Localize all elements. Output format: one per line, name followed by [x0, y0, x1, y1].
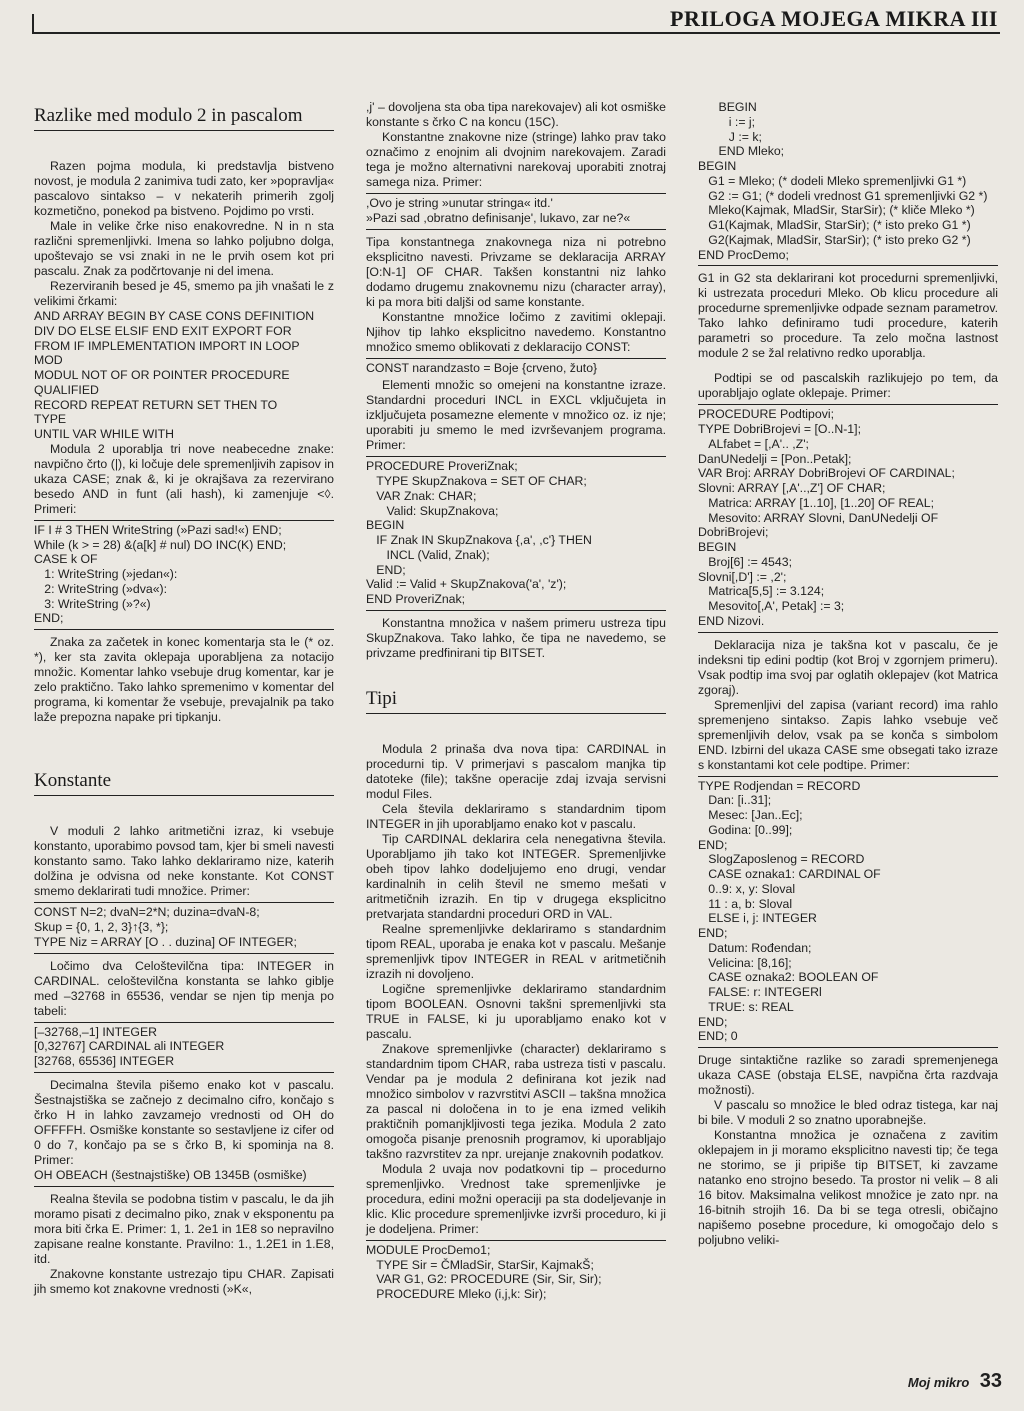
paragraph: Modula 2 prinaša dva nova tipa: CARDINAL in procedurni tip. V primerjavi s pascalom manjka tip datoteke (file); takšne operacije zdaj izvaja servisni modul Files.	[366, 741, 666, 801]
paragraph: Spremenljivi del zapisa (variant record) ima rahlo spremenjeno sintakso. Zapis lahko vsebuje več spremenljivih delov, vsak pa se konča s simbolom END. Izbirni del ukaza CASE sme obsegati tako izraze s konstantami kot cele podtipe. Primer:	[698, 697, 998, 772]
paragraph: Konstantna množica je označena z zavitim oklepajem in ji moramo eksplicitno navesti tip; če tega ne storimo, se ji pripiše tip BITSET, ki zavzame natanko eno strojno besedo. Ta prostor ni velik – 8 ali 16 bitov. Maksimalna velikost množice je zato npr. na 16-bitnih strojih 16. Da bi se tega otresli, običajno napišemo posebne procedure, ki omogočajo delo s poljubno veliki-	[698, 1128, 998, 1247]
divider	[698, 632, 998, 635]
paragraph: ,j' – dovoljena sta oba tipa narekovajev) ali kot osmiške konstante s črko C na koncu (15C).	[366, 100, 666, 129]
section-heading-razlike: Razlike med modulo 2 in pascalom	[34, 104, 334, 131]
divider	[34, 629, 334, 632]
paragraph: Realne spremenljivke deklariramo s standardnim tipom REAL, uporaba je enaka kot v pascalu. Mešanje spremenljivk tipov INTEGER in REAL v aritmetičnih izrazih ni dovoljeno.	[366, 921, 666, 981]
paragraph: Logične spremenljivke deklariramo standardnim tipom BOOLEAN. Osnovni takšni spremenljivki sta TRUE in FALSE, ki ju uporabljamo enako kot v pascalu.	[366, 981, 666, 1041]
column-1	[34, 100, 334, 1297]
code-example: MODULE ProcDemo1; TYPE Sir = ČMladSir, StarSir, KajmakŠ; VAR G1, G2: PROCEDURE (Sir, Sir, Sir); PROCEDURE Mleko (i,j,k: Sir);	[366, 1240, 666, 1302]
header-rule-left	[32, 14, 34, 34]
paragraph: G1 in G2 sta deklarirani kot procedurni spremenljivki, ki ustrezata proceduri Mleko. Ob klicu procedure ali procedurne spremenljivke odpade seznam parametrov. Tako lahko definiramo tudi procedure, katerih parametri so procedure. Ta zelo močna lastnost module 2 se žal relativno redko uporablja.	[698, 271, 998, 361]
paragraph: Znaka za začetek in konec komentarja sta le (* oz. *), ker sta zavita oklepaja uporabljena za notacijo množic. Komentar lahko vsebuje drug komentar, kar je zelo praktično. Tako lahko spremenimo v komentar del programa, ki komentar že vsebuje, prevajalnik pa tako laže prepozna napake pri tipkanju.	[34, 635, 334, 725]
section-heading-tipi: Tipi	[366, 687, 666, 714]
reserved-words-list: AND ARRAY BEGIN BY CASE CONS DEFINITION DIV DO ELSE ELSIF END EXIT EXPORT FOR FROM IF IMPLEMENTATION IMPORT IN LOOP MOD MODUL NOT OF OR POINTER PROCEDURE QUALIFIED RECORD REPEAT RETURN SET THEN TO TYPE UNTIL VAR WHILE WITH	[34, 309, 315, 442]
paragraph: Podtipi se od pascalskih razlikujejo po tem, da uporabljajo oglate oklepaje. Primer:	[698, 371, 998, 401]
paragraph: Realna števila se podobna tistim v pascalu, le da jih moramo pisati z decimalno piko, znak v eksponentu pa mora biti črka E. Primer: 1, 1. 2e1 in 1E8 so nepravilno zapisane realne konstante. Pravilno: 1., 1.2E1 in 1.E8, itd.	[34, 1191, 334, 1266]
paragraph: Modula 2 uvaja nov podatkovni tip – procedurno spremenljivko. Vrednost take spremenljivke je procedura, edini možni operaciji pa sta dodeljevanje in klic. Klic procedure spremenljivke izvrši proceduro, ki ji je dodeljena. Primer:	[366, 1161, 666, 1236]
paragraph: Deklaracija niza je takšna kot v pascalu, če je indeksni tip edini podtip (kot Broj v zgornjem primeru). Vsak podtip ima svoj par oglatih oklepajev (kot Matrica zgoraj).	[698, 637, 998, 697]
paragraph: Konstantna množica v našem primeru ustreza tipu SkupZnakova. Tako lahko, če tipa ne navedemo, se privzame predfinirani tip BITSET.	[366, 615, 666, 660]
code-example: CONST narandzasto = Boje {crveno, žuto}	[366, 358, 666, 376]
paragraph: Konstantne množice ločimo z zavitimi oklepaji. Njihov tip lahko eksplicitno navedemo. Konstantno množico smemo oblikovati z deklaracijo CONST:	[366, 309, 666, 354]
paragraph: Tip CARDINAL deklarira cela nenegativna števila. Uporabljamo jih tako kot INTEGER. Spremenljivke obeh tipov lahko dodeljujemo eno drugi, vendar kardinalnih in celih števil ne smemo mešati v aritmetičnih izrazih. En tip v drugega eksplicitno pretvarjata standardni proceduri ORD in VAL.	[366, 831, 666, 921]
column-2	[366, 100, 666, 1305]
paragraph: Modula 2 uporablja tri nove neabecedne znake: navpično črto (|), ki ločuje dele spremenljivih zapisov in ukaza CASE; znak &, ki je okrajšava za rezervirano besedo AND in funt (ali hash), ki zamenjuje <◊. Primeri:	[34, 441, 334, 516]
code-example: IF I # 3 THEN WriteString (»Pazi sad!«) END; While (k > = 28) &(a[k] # nul) DO INC(K) END; CASE k OF 1: WriteString (»jedan«): 2: WriteString (»dva«): 3: WriteString (»?«) END;	[34, 520, 334, 626]
paragraph: Rezerviranih besed je 45, smemo pa jih vnašati le z velikimi črkami:	[34, 279, 334, 309]
code-example: PROCEDURE ProveriZnak; TYPE SkupZnakova = SET OF CHAR; VAR Znak: CHAR; Valid: SkupZnakova; BEGIN IF Znak IN SkupZnakova {,a', ,c'} THEN INCL (Valid, Znak); END; Valid := Valid + SkupZnakova('a', 'z'); END ProveriZnak;	[366, 456, 666, 607]
header-rule	[32, 32, 1000, 34]
running-header: PRILOGA MOJEGA MIKRA III	[664, 6, 998, 32]
paragraph: Ločimo dva Celoštevilčna tipa: INTEGER in CARDINAL. celoštevilčna konstanta se lahko giblje med –32768 in 65536, vendar se njen tip menja po tabeli:	[34, 958, 334, 1018]
magazine-name: Moj mikro	[907, 1375, 970, 1390]
paragraph: V moduli 2 lahko aritmetični izraz, ki vsebuje konstanto, uporabimo povsod tam, kjer bi smeli navesti konstanto samo. Tako lahko deklariramo nize, katerih dolžina je odvisna od neke konstante. Kot CONST smemo deklarirati tudi množice. Primer:	[34, 824, 334, 899]
paragraph: Tipa konstantnega znakovnega niza ni potrebno eksplicitno navesti. Privzame se deklaracija ARRAY [O:N-1] OF CHAR. Takšen konstantni niz lahko dodamo drugemu znakovnemu nizu (character array), ki pa mora biti daljši od same konstante.	[366, 234, 666, 309]
code-example: CONST N=2; dvaN=2*N; duzina=dvaN-8; Skup = {0, 1, 2, 3}↑{3, *}; TYPE Niz = ARRAY [O . . duzina] OF INTEGER;	[34, 902, 334, 949]
divider	[698, 265, 998, 268]
divider	[366, 229, 666, 232]
divider	[698, 1047, 998, 1050]
paragraph: Znakovne konstante ustrezajo tipu CHAR. Zapisati jih smemo kot znakovne vrednosti (»K«,	[34, 1266, 334, 1296]
code-example: ,Ovo je string »unutar stringa« itd.' »Pazi sad ,obratno definisanje', lukavo, zar ne?«	[366, 193, 666, 226]
paragraph: Druge sintaktične razlike so zaradi spremenjenega ukaza CASE (obstaja ELSE, navpična črta razdvaja možnosti).	[698, 1053, 998, 1097]
paragraph: Decimalna števila pišemo enako kot v pascalu. Šestnajstiška se začnejo z decimalno cifro, končajo s črko H in lahko zavzamejo vrednosti od OH do OFFFFH. Osmiške konstante so sestavljene iz cifer od 0 do 7, končajo pa se s črko B, ki spominja na 8. Primer:	[34, 1077, 334, 1167]
divider	[34, 1186, 334, 1189]
code-example: PROCEDURE Podtipovi; TYPE DobriBrojevi = [O..N-1]; ALfabet = [,A'.. ,Z'; DanUNedelji = [Pon..Petak]; VAR Broj: ARRAY DobriBrojevi OF CARDINAL; Slovni: ARRAY [,A'..,Z'] OF CHAR; Matrica: ARRAY [1..10], [1..20] OF REAL; Mesovito: ARRAY Slovni, DanUNedelji OF DobriBrojevi; BEGIN Broj[6] := 4543; Slovni[,D'] := ,2'; Matrica[5,5] := 3.124; Mesovito[,A', Petak] := 3; END Nizovi.	[698, 404, 998, 628]
paragraph: Konstantne znakovne nize (stringe) lahko prav tako označimo z enojnim ali dvojnim narekovajem. Zaradi tega je možno alternativni narekovaj uporabiti znotraj samega niza. Primer:	[366, 130, 666, 189]
paragraph: V pascalu so množice le bled odraz tistega, kar naj bi bile. V moduli 2 so znatno uporabnejše.	[698, 1098, 998, 1127]
code-example: BEGIN i := j; J := k; END Mleko; BEGIN G1 = Mleko; (* dodeli Mleko spremenljivki G1 *) G2 := G1; (* dodeli vrednost G1 spremenljivki G2 *) Mleko(Kajmak, MladSir, StarSir); (* kliče Mleko *) G1(Kajmak, MladSir, StarSir); (* isto preko G1 *) G2(Kajmak, MladSir, StarSir); (* isto preko G2 *) END ProcDemo;	[698, 100, 988, 262]
divider	[366, 610, 666, 613]
paragraph: OH OBEACH (šestnajstiške) OB 1345B (osmiške)	[34, 1167, 307, 1182]
divider	[34, 953, 334, 956]
paragraph: Male in velike črke niso enakovredne. N in n sta različni spremenljivki. Imena so lahko poljubno dolga, upoštevajo se vsi znaki in ne le prvih osem kot pri pascalu. Znak za podčrtovanje ni del imena.	[34, 219, 334, 279]
paragraph: Znakove spremenljivke (character) deklariramo s standardnim tipom CHAR, raba ustreza tisti v pascalu. Vendar pa je modula 2 definirana kot jezik nad množico simbolov v razvrstitvi ASCII – takšna množica za pascal ni določena in to je ena izmed velikih praktičnih pomanjkljivosti tega jezika. Modula 2 zato omogoča pisanje prenosnih programov, ki uporabljajo takšno razvrstitev za npr. urejanje znakovnih podatkov.	[366, 1041, 666, 1161]
paragraph: Cela števila deklariramo s standardnim tipom INTEGER in jih uporabljamo enako kot v pascalu.	[366, 801, 666, 831]
column-3	[698, 100, 998, 1248]
paragraph: Razen pojma modula, ki predstavlja bistveno novost, je modula 2 zanimiva tudi zato, ker »popravlja« pascalovo sintakso – v nekaterih primerih zgolj kozmetično, ponekod pa bistveno. Pojdimo po vrsti.	[34, 159, 334, 219]
paragraph: Elementi množic so omejeni na konstantne izraze. Standardni proceduri INCL in EXCL vključujeta in izključujeta posamezne elemente v množico oz. iz nje; uporabiti ju smemo le med izvrševanjem programa. Primer:	[366, 378, 666, 453]
divider	[34, 1072, 334, 1075]
page-number: 33	[979, 1370, 1002, 1392]
type-table: [–32768,–1] INTEGER [0,32767] CARDINAL ali INTEGER [32768, 65536] INTEGER	[34, 1022, 334, 1069]
section-heading-konstante: Konstante	[34, 769, 334, 796]
code-example: TYPE Rodjendan = RECORD Dan: [i..31]; Mesec: [Jan..Ec]; Godina: [0..99]; END; SlogZaposlenog = RECORD CASE oznaka1: CARDINAL OF 0..9: x, y: Sloval 11 : a, b: Sloval ELSE i, j: INTEGER END; Datum: Rođendan; Velicina: [8,16]; CASE oznaka2: BOOLEAN OF FALSE: r: INTEGERl TRUE: s: REAL END; END; 0	[698, 776, 998, 1045]
page-footer	[908, 1370, 1002, 1393]
